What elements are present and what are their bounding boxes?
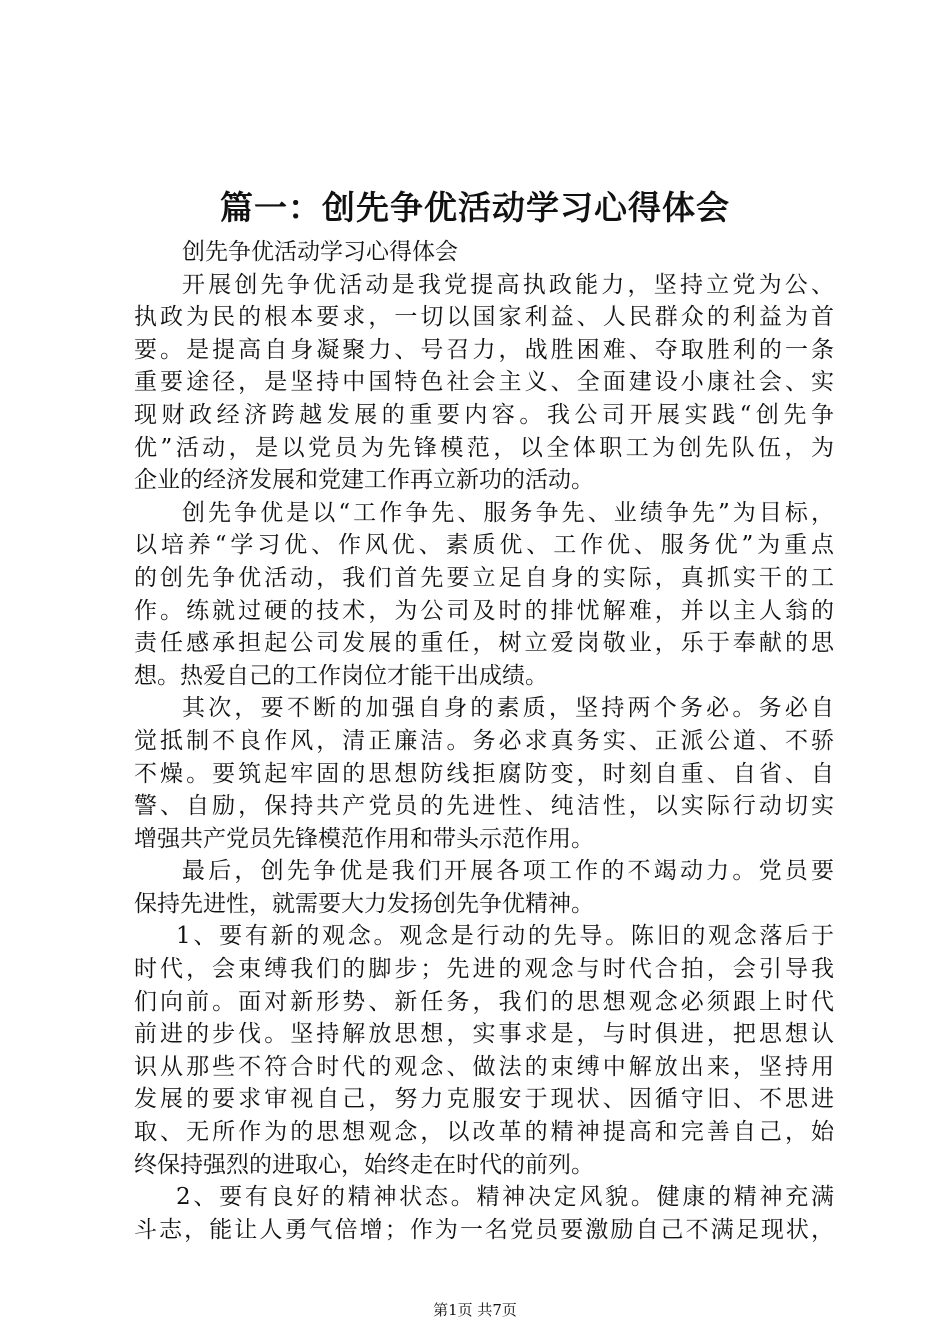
- text-line: 们向前。面对新形势、新任务，我们的思想观念必须跟上时代: [134, 988, 834, 1015]
- text-line: 想。热爱自己的工作岗位才能干出成绩。: [134, 662, 548, 689]
- document-body: [134, 236, 834, 1246]
- text-line: 识从那些不符合时代的观念、做法的束缚中解放出来，坚持用: [134, 1053, 834, 1080]
- text-line: 斗志，能让人勇气倍增；作为一名党员要激励自己不满足现状，: [134, 1216, 834, 1243]
- text-line: 1、要有新的观念。观念是行动的先导。陈旧的观念落后于: [176, 923, 834, 950]
- text-line: 作。练就过硬的技术，为公司及时的排忧解难，并以主人翁的: [134, 597, 834, 624]
- text-line: 要。是提高自身凝聚力、号召力，战胜困难、夺取胜利的一条: [134, 336, 834, 363]
- page-footer: 第1页 共7页: [433, 1301, 517, 1319]
- text-line: 保持先进性，就需要大力发扬创先争优精神。: [134, 890, 594, 917]
- text-line: 执政为民的根本要求，一切以国家利益、人民群众的利益为首: [134, 304, 834, 331]
- text-line: 创先争优是以“工作争先、服务争先、业绩争先”为目标，: [182, 499, 834, 526]
- text-line: 2、要有良好的精神状态。精神决定风貌。健康的精神充满: [176, 1184, 834, 1211]
- text-line: 企业的经济发展和党建工作再立新功的活动。: [134, 467, 594, 494]
- document-title: 篇一：创先争优活动学习心得体会: [220, 188, 730, 227]
- text-line: 觉抵制不良作风，清正廉洁。务必求真务实、正派公道、不骄: [134, 727, 834, 754]
- text-line: 以培养“学习优、作风优、素质优、工作优、服务优”为重点: [134, 532, 834, 559]
- text-line: 最后，创先争优是我们开展各项工作的不竭动力。党员要: [182, 858, 834, 885]
- text-line: 终保持强烈的进取心，始终走在时代的前列。: [134, 1151, 594, 1178]
- text-line: 时代，会束缚我们的脚步；先进的观念与时代合拍，会引导我: [134, 956, 834, 983]
- text-line: 发展的要求审视自己，努力克服安于现状、因循守旧、不思进: [134, 1086, 834, 1113]
- text-line: 的创先争优活动，我们首先要立足自身的实际，真抓实干的工: [134, 564, 834, 591]
- text-line: 取、无所作为的思想观念，以改革的精神提高和完善自己，始: [134, 1119, 834, 1146]
- text-line: 优”活动，是以党员为先锋模范，以全体职工为创先队伍，为: [134, 434, 834, 461]
- text-line: 创先争优活动学习心得体会: [182, 239, 458, 265]
- text-line: 责任感承担起公司发展的重任，树立爱岗敬业，乐于奉献的思: [134, 630, 834, 657]
- text-line: 其次，要不断的加强自身的素质，坚持两个务必。务必自: [182, 695, 834, 722]
- text-line: 开展创先争优活动是我党提高执政能力，坚持立党为公、: [182, 271, 834, 298]
- text-line: 重要途径，是坚持中国特色社会主义、全面建设小康社会、实: [134, 369, 834, 396]
- text-line: 增强共产党员先锋模范作用和带头示范作用。: [134, 825, 594, 852]
- text-line: 前进的步伐。坚持解放思想，实事求是，与时俱进，把思想认: [134, 1021, 834, 1048]
- text-line: 不燥。要筑起牢固的思想防线拒腐防变，时刻自重、自省、自: [134, 760, 834, 787]
- text-line: 警、自励，保持共产党员的先进性、纯洁性，以实际行动切实: [134, 793, 834, 820]
- text-line: 现财政经济跨越发展的重要内容。我公司开展实践“创先争: [134, 401, 834, 428]
